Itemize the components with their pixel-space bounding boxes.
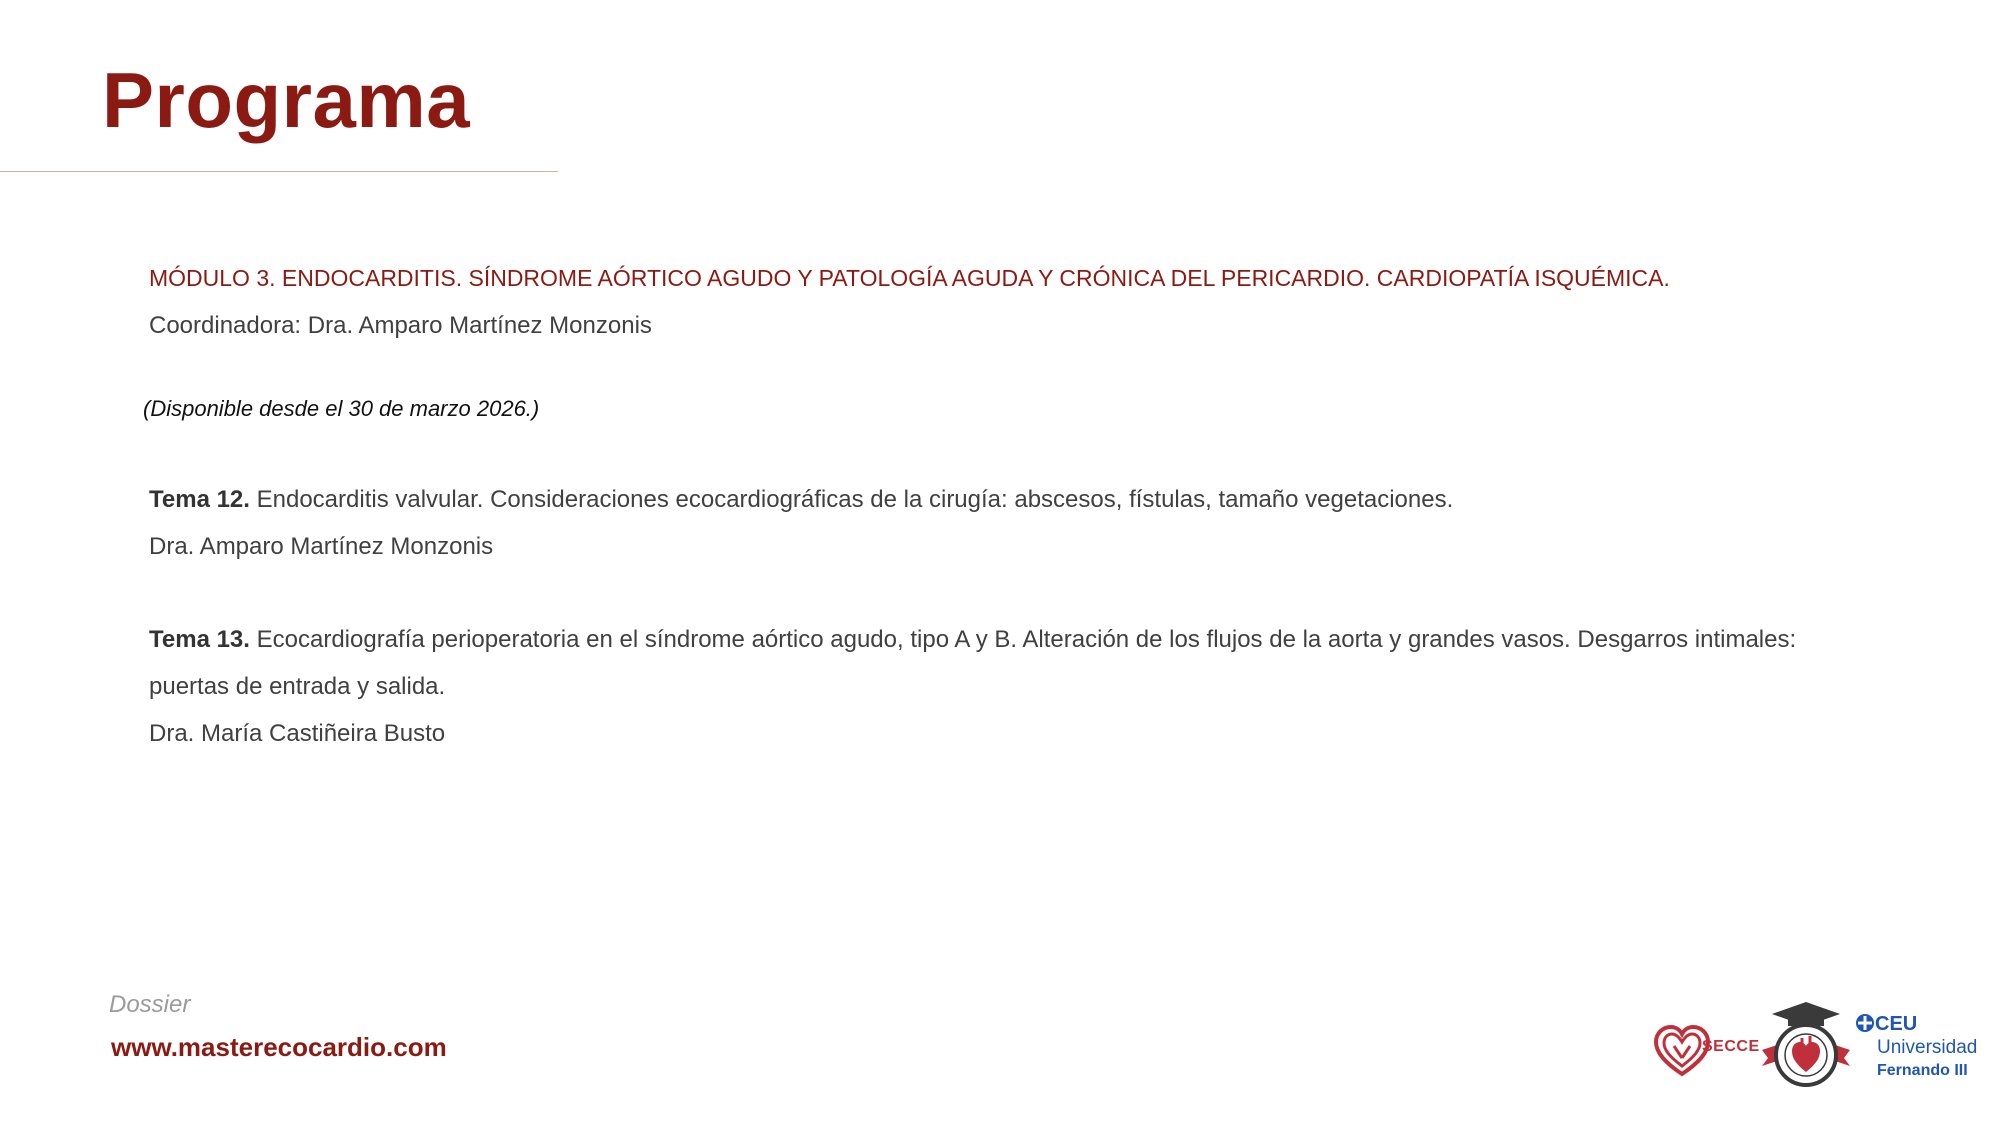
module-block <box>149 262 1849 342</box>
ceu-logo-fernando: Fernando III <box>1877 1062 1968 1079</box>
topic-13-label: Tema 13. <box>149 626 250 653</box>
topic-13-author: Dra. María Castiñeira Busto <box>149 720 446 747</box>
ceu-cross-icon <box>1855 1013 1875 1033</box>
module-coordinator: Coordinadora: Dra. Amparo Martínez Monzonis <box>149 312 652 339</box>
title-divider <box>0 171 558 172</box>
availability-note: (Disponible desde el 30 de marzo 2026.) <box>143 396 540 421</box>
topic-12-description <box>149 476 1849 523</box>
campus-cardiovascular-logo <box>1758 1000 1854 1090</box>
secce-logo-text: SECCE <box>1702 1038 1760 1055</box>
ceu-logo-name: CEU <box>1875 1013 1918 1035</box>
topic-12 <box>149 476 1849 570</box>
partner-logos <box>1640 1000 1990 1100</box>
website-link[interactable]: www.masterecocardio.com <box>111 1032 447 1062</box>
topic-12-label: Tema 12. <box>149 486 250 513</box>
topic-12-text: Endocarditis valvular. Consideraciones ecocardiográficas de la cirugía: abscesos, fístulas, tamaño vegetaciones. <box>249 486 1454 513</box>
ceu-logo-universidad: Universidad <box>1877 1037 1978 1058</box>
topic-12-author: Dra. Amparo Martínez Monzonis <box>149 533 494 560</box>
topic-13-text: Ecocardiografía perioperatoria en el síndrome aórtico agudo, tipo A y B. Alteración de los flujos de la aorta y grandes vasos. Desgarros intimales: puertas de entrada y salida. <box>149 626 1797 700</box>
ceu-logo <box>1855 1012 1995 1092</box>
module-heading: MÓDULO 3. ENDOCARDITIS. SÍNDROME AÓRTICO AGUDO Y PATOLOGÍA AGUDA Y CRÓNICA DEL PERICARDIO. CARDIOPATÍA ISQUÉMICA. <box>149 265 1670 291</box>
page-title: Programa <box>102 56 471 144</box>
topic-13 <box>149 616 1849 757</box>
topic-13-description <box>149 616 1849 710</box>
dossier-label: Dossier <box>109 991 191 1018</box>
